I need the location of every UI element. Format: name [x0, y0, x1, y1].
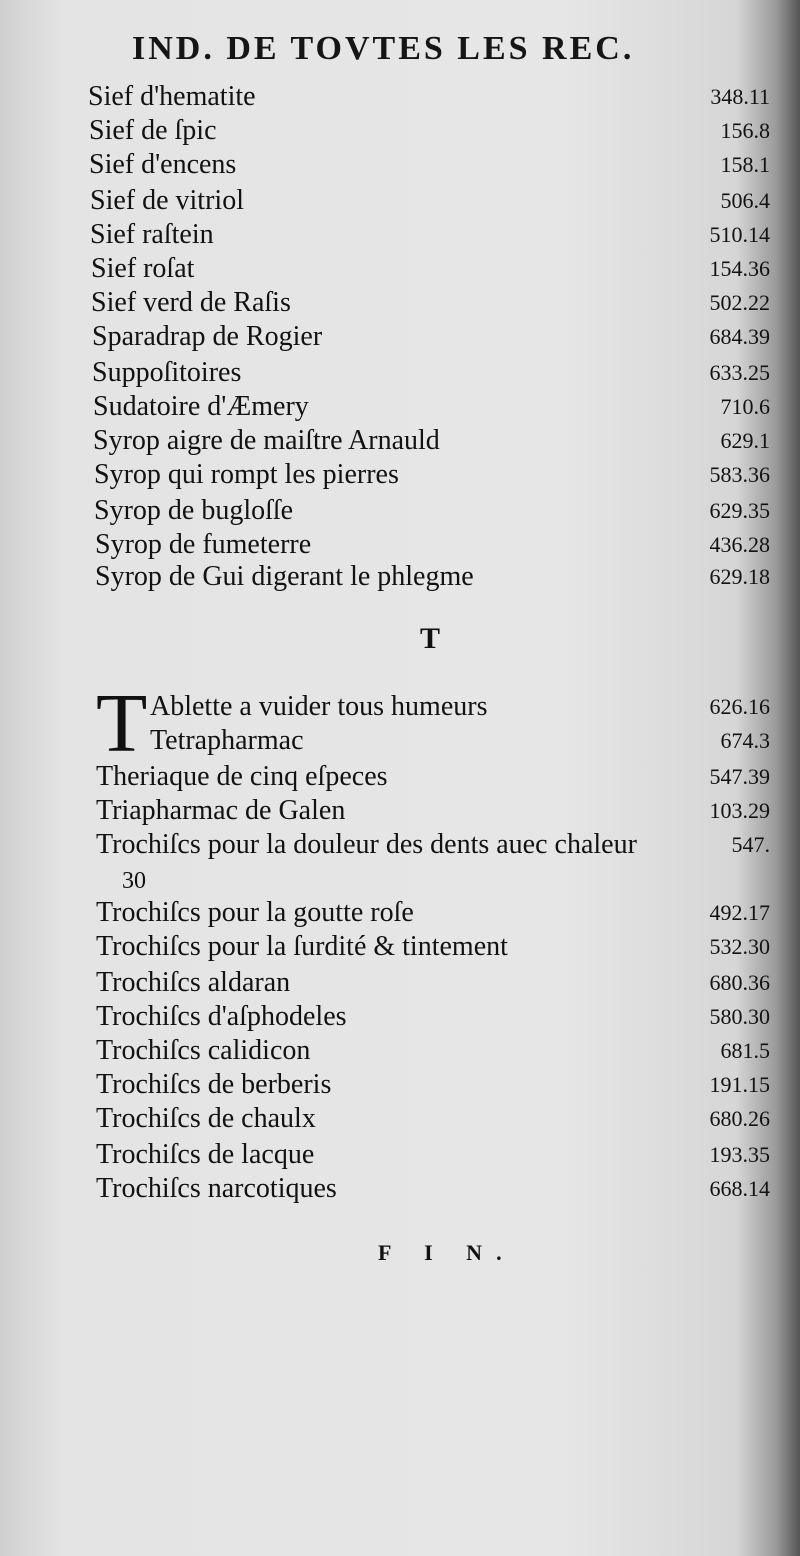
entry-name: Sief d'hematite [88, 81, 256, 112]
entry-name: Trochiſcs calidicon [96, 1035, 311, 1066]
entry-page: 626.16 [709, 694, 770, 719]
entry-name: Theriaque de cinq eſpeces [96, 761, 388, 792]
index-entry [92, 356, 770, 390]
entry-page: 492.17 [709, 900, 770, 925]
index-entry [96, 930, 770, 964]
entry-page: 154.36 [709, 256, 770, 281]
entry-name: Syrop qui rompt les pierres [94, 459, 399, 490]
drop-cap: T [96, 677, 148, 770]
section-letter: T [420, 622, 441, 655]
index-entry [94, 494, 770, 528]
index-entry [96, 760, 770, 794]
entry-name: Trochiſcs pour la ſurdité & tintement [96, 931, 508, 962]
index-entry [96, 896, 770, 930]
entry-page: 502.22 [709, 290, 770, 315]
entry-name: Sief raſtein [90, 219, 214, 250]
entry-page: 668.14 [709, 1176, 770, 1201]
index-entry [89, 148, 770, 182]
entry-page: 103.29 [709, 798, 770, 823]
entry-page: 674.3 [720, 728, 770, 753]
entry-page: 629.35 [709, 498, 770, 523]
entry-name: Syrop aigre de maiſtre Arnauld [93, 425, 440, 456]
continuation-line: 30 [122, 868, 146, 894]
index-entry [90, 218, 770, 252]
end-mark: F I N. [378, 1240, 516, 1265]
index-entry [96, 1102, 770, 1136]
entry-name: Trochiſcs pour la goutte roſe [96, 897, 414, 928]
entry-page: 506.4 [720, 188, 770, 213]
index-entry [150, 724, 770, 758]
entry-name: Trochiſcs de chaulx [96, 1103, 316, 1134]
index-entry [96, 1172, 770, 1206]
entry-name: Syrop de fumeterre [95, 529, 312, 560]
index-entry [96, 1000, 770, 1034]
running-header: IND. DE TOVTES LES REC. [132, 30, 635, 67]
entry-page: 547. [731, 832, 770, 857]
entry-name: Sudatoire d'Æmery [93, 391, 309, 422]
index-entry [93, 390, 770, 424]
entry-name: Trochiſcs narcotiques [96, 1173, 337, 1204]
index-entry [96, 1138, 770, 1172]
index-entry [94, 458, 770, 492]
entry-name: Trochiſcs d'aſphodeles [96, 1001, 347, 1032]
index-entry [95, 560, 770, 594]
entry-name: Suppoſitoires [92, 357, 242, 388]
index-entry [89, 114, 770, 148]
index-entry [88, 80, 770, 114]
entry-page: 680.26 [709, 1106, 770, 1131]
index-entry [93, 424, 770, 458]
entry-page: 158.1 [720, 152, 770, 177]
entry-name: Tetrapharmac [150, 725, 304, 756]
entry-page: 680.36 [709, 970, 770, 995]
index-entry [95, 528, 770, 562]
entry-name: Sparadrap de Rogier [92, 321, 323, 352]
entry-name: Trochiſcs aldaran [96, 967, 291, 998]
entry-name: Syrop de Gui digerant le phlegme [95, 561, 474, 592]
entry-page: 547.39 [709, 764, 770, 789]
entry-name: Syrop de bugloſſe [94, 495, 294, 526]
entry-name: Trochiſcs de berberis [96, 1069, 332, 1100]
index-entry [96, 828, 770, 862]
entry-name: Sief roſat [91, 253, 195, 284]
entry-page: 710.6 [720, 394, 770, 419]
entry-page: 193.35 [709, 1142, 770, 1167]
entry-name: Trochiſcs pour la douleur des dents auec chaleur [96, 829, 637, 860]
entry-page: 436.28 [709, 532, 770, 557]
entry-page: 580.30 [709, 1004, 770, 1029]
index-entry [91, 286, 770, 320]
entry-page: 629.18 [709, 564, 770, 589]
entry-page: 156.8 [720, 118, 770, 143]
entry-page: 532.30 [709, 934, 770, 959]
entry-name: Triapharmac de Galen [96, 795, 346, 826]
index-entry [96, 1068, 770, 1102]
index-entry [150, 690, 770, 724]
entry-page: 633.25 [709, 360, 770, 385]
entry-page: 684.39 [709, 324, 770, 349]
index-entry [96, 1034, 770, 1068]
index-entry [96, 794, 770, 828]
entry-name: Trochiſcs de lacque [96, 1139, 315, 1170]
entry-name: Ablette a vuider tous humeurs [150, 691, 488, 722]
entry-name: Sief verd de Raſis [91, 287, 291, 318]
entry-page: 681.5 [720, 1038, 770, 1063]
entry-name: Sief de vitriol [90, 185, 244, 216]
index-entry [91, 252, 770, 286]
entry-page: 583.36 [709, 462, 770, 487]
entry-name: Sief de ſpic [89, 115, 217, 146]
index-entry [92, 320, 770, 354]
entry-page: 629.1 [720, 428, 770, 453]
entry-page: 510.14 [709, 222, 770, 247]
entry-page: 191.15 [709, 1072, 770, 1097]
index-entry [96, 966, 770, 1000]
entry-page: 348.11 [710, 84, 770, 109]
index-entry [90, 184, 770, 218]
entry-name: Sief d'encens [89, 149, 237, 180]
